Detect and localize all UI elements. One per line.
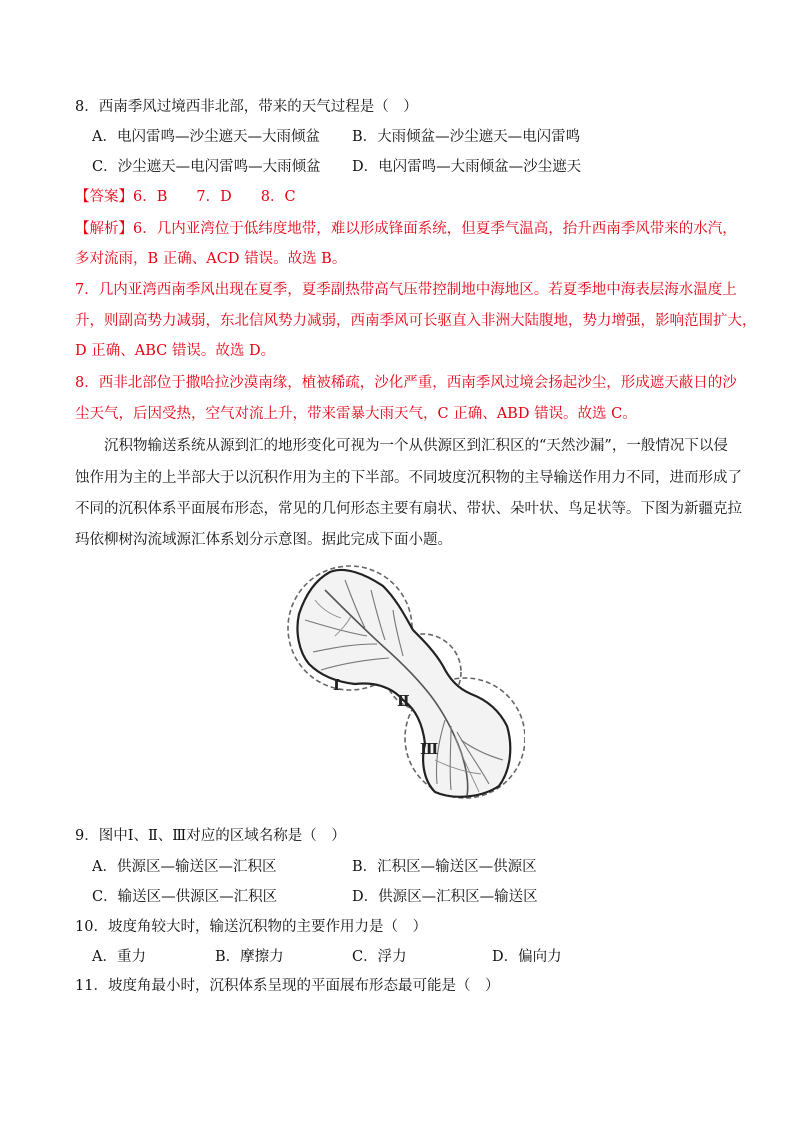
q9-option-d: D．供源区—汇积区—输送区 <box>352 889 538 905</box>
zone-label-1: Ⅰ <box>333 676 341 694</box>
analysis-p6-text1: 6．几内亚湾位于低纬度地带，难以形成锋面系统，但夏季气温高，抬升西南季风带来的水汽， <box>133 221 737 237</box>
q9-option-a: A．供源区—输送区—汇积区 <box>92 859 277 875</box>
passage-line2: 蚀作用为主的上半部大于以沉积作用为主的下半部。不同坡度沉积物的主导输送作用力不同，进而形成了 <box>75 470 742 486</box>
analysis-p6-line1 <box>75 219 737 239</box>
q8-option-a: A．电闪雷鸣—沙尘遮天—大雨倾盆 <box>92 129 320 145</box>
q9-option-c: C．输送区—供源区—汇积区 <box>92 889 278 905</box>
source-sink-diagram <box>285 560 525 810</box>
q9-option-b: B．汇积区—输送区—供源区 <box>352 859 537 875</box>
q10-stem: 10．坡度角较大时，输送沉积物的主要作用力是（ ） <box>75 919 427 935</box>
analysis-label: 【解析】 <box>75 221 133 237</box>
zone-label-3: Ⅲ <box>420 740 439 758</box>
passage-line4: 玛依柳树沟流域源汇体系划分示意图。据此完成下面小题。 <box>75 532 452 548</box>
q10-option-d: D．偏向力 <box>492 949 562 965</box>
basin-outline <box>297 570 510 797</box>
analysis-p6-line2: 多对流雨，B 正确、ACD 错误。故选 B。 <box>75 251 347 267</box>
analysis-p8-line2: 尘天气，后因受热，空气对流上升，带来雷暴大雨天气，C 正确、ABD 错误。故选 C。 <box>75 406 637 422</box>
passage-line3: 不同的沉积体系平面展布形态，常见的几何形态主要有扇状、带状、朵叶状、鸟足状等。下图为新疆克拉 <box>75 501 742 517</box>
q8-stem: 8．西南季风过境西非北部，带来的天气过程是（ ） <box>75 99 418 115</box>
q8-option-b: B．大雨倾盆—沙尘遮天—电闪雷鸣 <box>352 129 581 145</box>
answer-label: 【答案】 <box>75 189 133 205</box>
q8-option-d: D．电闪雷鸣—大雨倾盆—沙尘遮天 <box>352 159 582 175</box>
q10-option-c: C．浮力 <box>352 949 407 965</box>
q10-option-a: A．重力 <box>92 949 146 965</box>
q8-option-c: C．沙尘遮天—电闪雷鸣—大雨倾盆 <box>92 159 321 175</box>
answer-line <box>75 187 296 207</box>
analysis-p7-line3: D 正确、ABC 错误。故选 D。 <box>75 343 276 359</box>
analysis-p8-line1: 8．西非北部位于撒哈拉沙漠南缘，植被稀疏，沙化严重，西南季风过境会扬起沙尘，形成遮天蔽日的沙 <box>75 375 737 391</box>
zone-label-2: Ⅱ <box>397 692 410 710</box>
answer-text: 6．B 7．D 8．C <box>133 189 296 205</box>
source-sink-diagram-svg <box>285 560 525 810</box>
analysis-p7-line2: 升，则副高势力减弱，东北信风势力减弱，西南季风可长驱直入非洲大陆腹地，势力增强，影响范围扩大， <box>75 313 757 329</box>
q11-stem: 11．坡度角最小时，沉积体系呈现的平面展布形态最可能是（ ） <box>75 978 500 994</box>
analysis-p7-line1: 7．几内亚湾西南季风出现在夏季，夏季副热带高气压带控制地中海地区。若夏季地中海表层海水温度上 <box>75 282 737 298</box>
passage-line1: 沉积物输送系统从源到汇的地形变化可视为一个从供源区到汇积区的“天然沙漏”，一般情况下以侵 <box>104 438 728 454</box>
q9-stem: 9．图中Ⅰ、Ⅱ、Ⅲ对应的区域名称是（ ） <box>75 828 346 844</box>
q10-option-b: B．摩擦力 <box>215 949 284 965</box>
